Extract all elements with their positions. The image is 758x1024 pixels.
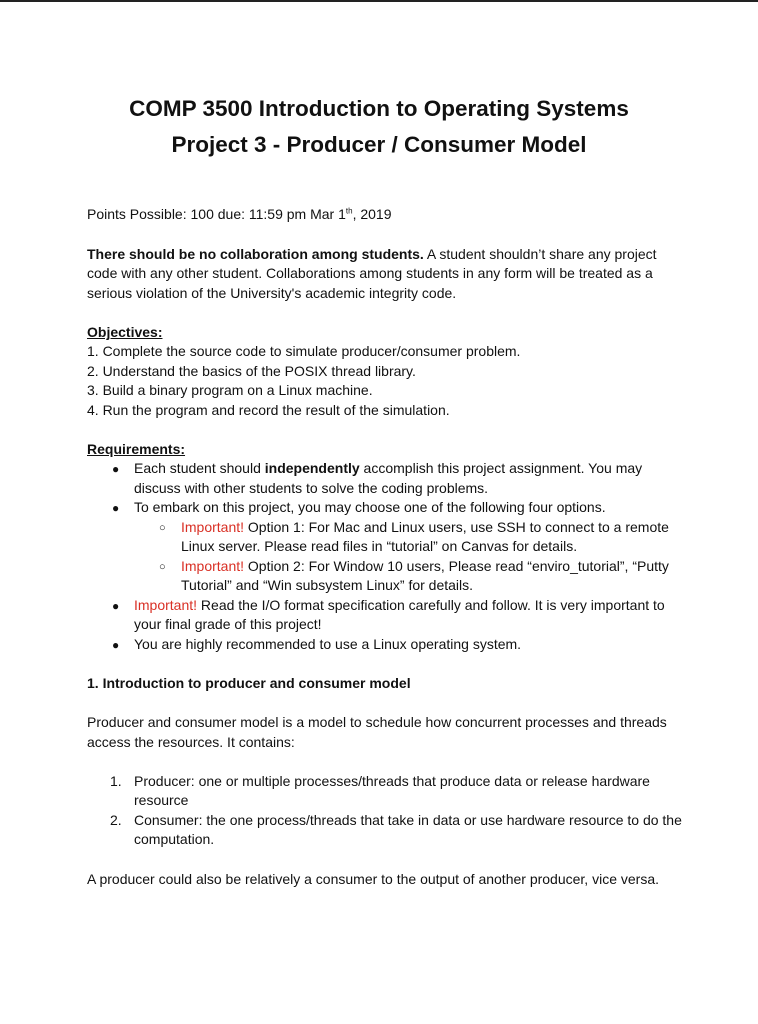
objective-item: 3. Build a binary program on a Linux machine. bbox=[87, 382, 373, 398]
objective-item: 4. Run the program and record the result of the simulation. bbox=[87, 402, 450, 418]
req-bullet-1-line-1: Each student should independently accomplish this project assignment. You may bbox=[134, 460, 643, 476]
req-bullet-3-line-1: Important! Read the I/O format specification carefully and follow. It is very important to bbox=[134, 597, 665, 613]
req-bullet-4: You are highly recommended to use a Linux operating system. bbox=[134, 636, 522, 652]
bullet-marker: ● bbox=[112, 462, 120, 476]
page-subtitle: Project 3 - Producer / Consumer Model bbox=[171, 132, 587, 157]
collab-line-3: serious violation of the University's academic integrity code. bbox=[87, 285, 457, 301]
bullet-marker: ● bbox=[112, 501, 120, 515]
points-due-line: Points Possible: 100 due: 11:59 pm Mar 1th, 2019 bbox=[87, 206, 392, 222]
top-border bbox=[0, 0, 758, 2]
list-number: 2. bbox=[110, 812, 122, 828]
list-item-producer-line-2: resource bbox=[134, 792, 189, 808]
sub-bullet-marker: ○ bbox=[159, 522, 166, 534]
section-1-closing: A producer could also be relatively a consumer to the output of another producer, vice versa. bbox=[87, 871, 659, 887]
bullet-marker: ● bbox=[112, 638, 120, 652]
option-1-line-1: Important! Option 1: For Mac and Linux users, use SSH to connect to a remote bbox=[181, 519, 669, 535]
objective-item: 1. Complete the source code to simulate producer/consumer problem. bbox=[87, 343, 521, 359]
objective-item: 2. Understand the basics of the POSIX thread library. bbox=[87, 363, 416, 379]
req-bullet-2: To embark on this project, you may choose one of the following four options. bbox=[134, 499, 606, 515]
bullet-marker: ● bbox=[112, 599, 120, 613]
list-number: 1. bbox=[110, 773, 122, 789]
section-1-heading: 1. Introduction to producer and consumer model bbox=[87, 675, 411, 691]
section-1-intro-line-1: Producer and consumer model is a model to schedule how concurrent processes and threads bbox=[87, 714, 667, 730]
list-item-consumer-line-1: Consumer: the one process/threads that take in data or use hardware resource to do the bbox=[134, 812, 682, 828]
collab-line-1: There should be no collaboration among students. A student shouldn’t share any project bbox=[87, 246, 657, 262]
option-2-line-2: Tutorial” and “Win subsystem Linux” for details. bbox=[181, 577, 474, 593]
requirements-heading: Requirements: bbox=[87, 441, 186, 457]
list-item-consumer-line-2: computation. bbox=[134, 831, 215, 847]
list-item-producer-line-1: Producer: one or multiple processes/threads that produce data or release hardware bbox=[134, 773, 650, 789]
page-title: COMP 3500 Introduction to Operating Systems bbox=[129, 96, 629, 121]
objectives-heading: Objectives: bbox=[87, 324, 163, 340]
req-bullet-1-line-2: discuss with other students to solve the coding problems. bbox=[134, 480, 489, 496]
sub-bullet-marker: ○ bbox=[159, 561, 166, 573]
section-1-intro-line-2: access the resources. It contains: bbox=[87, 734, 295, 750]
option-1-line-2: Linux server. Please read files in “tutorial” on Canvas for details. bbox=[181, 538, 578, 554]
req-bullet-3-line-2: your final grade of this project! bbox=[134, 616, 322, 632]
collab-line-2: code with any other student. Collaborations among students in any form will be treated as a bbox=[87, 265, 653, 281]
option-2-line-1: Important! Option 2: For Window 10 users, Please read “enviro_tutorial”, “Putty bbox=[181, 558, 669, 574]
